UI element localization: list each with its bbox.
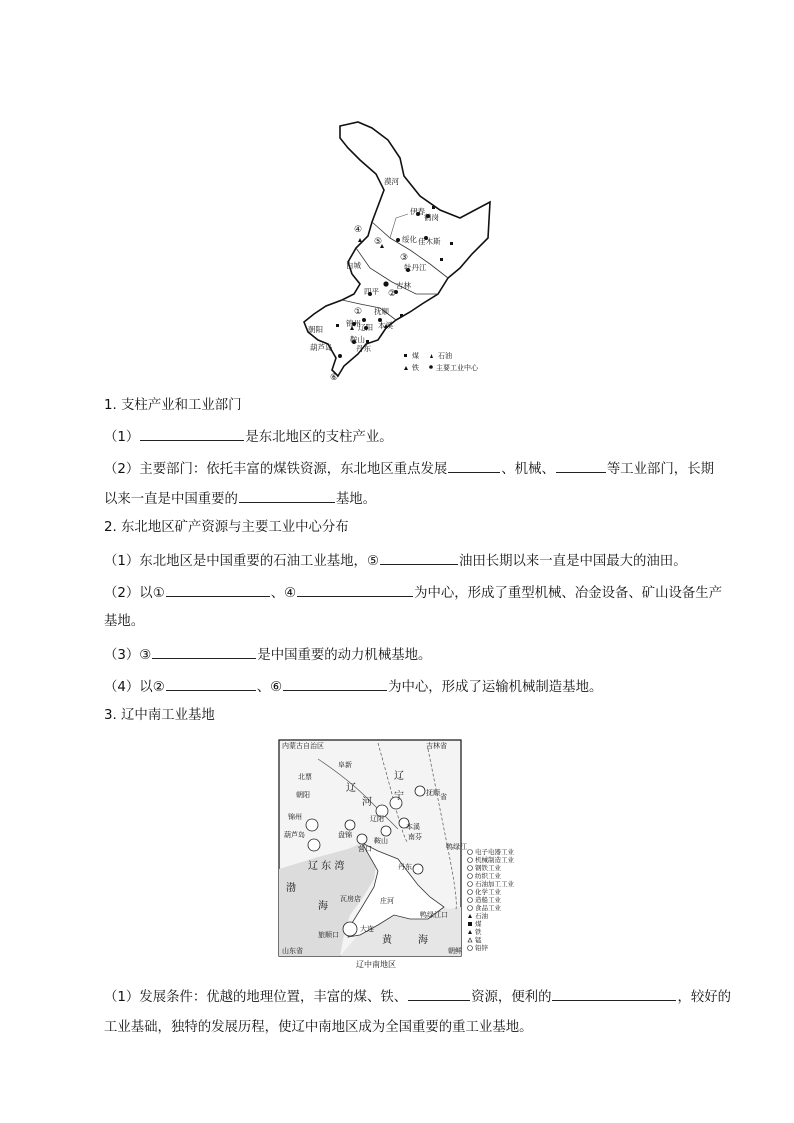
s2-question2: （2）以① 、④ 为中心，形成了重型机械、冶金设备、矿山设备生产 xyxy=(104,582,722,604)
svg-text:海: 海 xyxy=(418,935,428,946)
answer-blank[interactable] xyxy=(239,488,335,503)
s1-question2: （2）主要部门：依托丰富的煤铁资源，东北地区重点发展 、机械、 等工业部门，长期 xyxy=(104,458,714,480)
city-label: 牡丹江 xyxy=(404,263,427,272)
svg-text:石油: 石油 xyxy=(475,912,488,920)
svg-text:⑤: ⑤ xyxy=(374,237,383,247)
city-label: 佳木斯 xyxy=(418,237,441,246)
city-label: 辽阳 xyxy=(358,323,373,332)
map-city-label: 鸭绿江口 xyxy=(420,911,448,919)
svg-text:④: ④ xyxy=(354,225,363,235)
answer-blank[interactable] xyxy=(552,986,676,1001)
map-city-label: 抚顺 xyxy=(426,789,440,797)
map-river-label: 鸭绿江 xyxy=(446,843,467,851)
legend-center: 主要工业中心 xyxy=(436,364,478,372)
city-label: 葫芦岛 xyxy=(310,343,333,352)
map-city-label: 瓦房店 xyxy=(340,895,361,903)
map-region-label: 朝鲜 xyxy=(448,947,462,955)
map-region-label: 内蒙古自治区 xyxy=(282,742,324,750)
svg-text:海: 海 xyxy=(318,901,328,912)
city-label: 白城 xyxy=(346,261,361,270)
map-city-label: 辽阳 xyxy=(370,815,384,823)
map-region-label: 吉林省 xyxy=(426,742,447,750)
section1-heading: 1. 支柱产业和工业部门 xyxy=(104,398,242,413)
s2-question2-cont: 基地。 xyxy=(104,614,145,629)
svg-text:宁: 宁 xyxy=(394,791,404,802)
city-label: 四平 xyxy=(364,287,379,296)
answer-blank[interactable] xyxy=(380,550,458,565)
city-label: 绥化 xyxy=(402,235,417,244)
svg-text:辽: 辽 xyxy=(346,783,356,794)
svg-text:铁: 铁 xyxy=(475,928,482,936)
map-city-label: 大连 xyxy=(360,925,374,933)
svg-text:河: 河 xyxy=(362,797,372,808)
map-city-label: 北票 xyxy=(298,773,312,781)
answer-blank[interactable] xyxy=(283,676,387,691)
s3-question1: （1）发展条件：优越的地理位置，丰富的煤、铁、 资源，便利的 ，较好的 xyxy=(104,986,731,1008)
legend-coal: 煤 xyxy=(412,352,419,360)
city-label: 漠河 xyxy=(384,177,399,186)
svg-text:钢铁工业: 钢铁工业 xyxy=(475,864,501,872)
map-city-label: 旅顺口 xyxy=(318,931,339,939)
svg-text:煤: 煤 xyxy=(475,920,482,928)
city-label: 鹤岗 xyxy=(424,213,439,222)
answer-blank[interactable] xyxy=(152,644,256,659)
answer-blank[interactable] xyxy=(166,582,270,597)
svg-text:电子电器工业: 电子电器工业 xyxy=(475,848,514,856)
svg-text:铅锌: 铅锌 xyxy=(475,944,488,952)
s2-question4: （4）以② 、⑥ 为中心，形成了运输机械制造基地。 xyxy=(104,676,602,698)
svg-text:黄: 黄 xyxy=(382,935,392,946)
svg-text:造船工业: 造船工业 xyxy=(475,896,501,904)
s2-question3: （3）③ 是中国重要的动力机械基地。 xyxy=(104,644,431,666)
svg-text:③: ③ xyxy=(400,253,409,263)
svg-text:辽 东 湾: 辽 东 湾 xyxy=(308,861,345,872)
svg-text:纺织工业: 纺织工业 xyxy=(475,872,501,880)
map-city-label: 阜新 xyxy=(338,761,352,769)
map2-legend xyxy=(468,847,515,952)
map-city-label: 南芬 xyxy=(408,833,422,841)
svg-text:食品工业: 食品工业 xyxy=(475,904,501,912)
answer-blank[interactable] xyxy=(297,582,413,597)
map2-caption: 辽中南地区 xyxy=(356,960,396,969)
legend-oil: 石油 xyxy=(438,352,452,360)
city-label: 朝阳 xyxy=(308,325,323,334)
svg-text:锰: 锰 xyxy=(475,936,482,944)
legend-iron: 铁 xyxy=(412,364,419,372)
svg-text:渤: 渤 xyxy=(286,883,296,894)
svg-text:⑥: ⑥ xyxy=(330,373,339,380)
map-city-label: 锦州 xyxy=(288,813,302,821)
city-label: 鞍山 xyxy=(350,335,365,344)
s2-question1: （1）东北地区是中国重要的石油工业基地，⑤ 油田长期以来一直是中国最大的油田。 xyxy=(104,550,687,572)
answer-blank[interactable] xyxy=(408,986,470,1001)
section2-heading: 2. 东北地区矿产资源与主要工业中心分布 xyxy=(104,520,349,535)
svg-text:机械制造工业: 机械制造工业 xyxy=(475,856,514,864)
answer-blank[interactable] xyxy=(140,426,244,441)
svg-text:化学工业: 化学工业 xyxy=(475,888,501,896)
map-city-label: 丹东 xyxy=(398,863,412,871)
map-city-label: 鞍山 xyxy=(374,837,388,845)
map-city-label: 葫芦岛 xyxy=(284,831,305,839)
city-label: 丹东 xyxy=(356,344,371,353)
map-city-label: 朝阳 xyxy=(296,791,310,799)
svg-text:石油加工工业: 石油加工工业 xyxy=(475,880,514,888)
city-label: 伊春 xyxy=(410,207,425,216)
map-city-label: 营口 xyxy=(358,845,372,853)
map-city-label: 盘锦 xyxy=(338,831,352,839)
liaozhongnan-map xyxy=(278,739,518,961)
s1-question1: （1） 是东北地区的支柱产业。 xyxy=(104,426,393,448)
city-label: 本溪 xyxy=(378,321,393,330)
s3-question1-cont: 工业基础，独特的发展历程，使辽中南地区成为全国重要的重工业基地。 xyxy=(104,1020,533,1035)
city-label: 吉林 xyxy=(396,281,411,290)
s1-question2-cont: 以来一直是中国重要的 基地。 xyxy=(104,488,376,510)
section3-heading: 3. 辽中南工业基地 xyxy=(104,708,215,723)
city-label: 锦州 xyxy=(346,319,361,328)
map-city-label: 本溪 xyxy=(406,823,420,831)
answer-blank[interactable] xyxy=(166,676,256,691)
svg-text:辽: 辽 xyxy=(394,771,404,782)
northeast-map xyxy=(300,118,496,380)
answer-blank[interactable] xyxy=(556,458,606,473)
svg-text:①: ① xyxy=(354,307,363,317)
map-region-label: 山东省 xyxy=(282,947,303,955)
city-label: 抚顺 xyxy=(374,307,389,316)
answer-blank[interactable] xyxy=(448,458,500,473)
map-region-label: 省 xyxy=(440,793,447,801)
map-city-label: 庄河 xyxy=(380,897,394,905)
svg-text:②: ② xyxy=(388,289,397,299)
